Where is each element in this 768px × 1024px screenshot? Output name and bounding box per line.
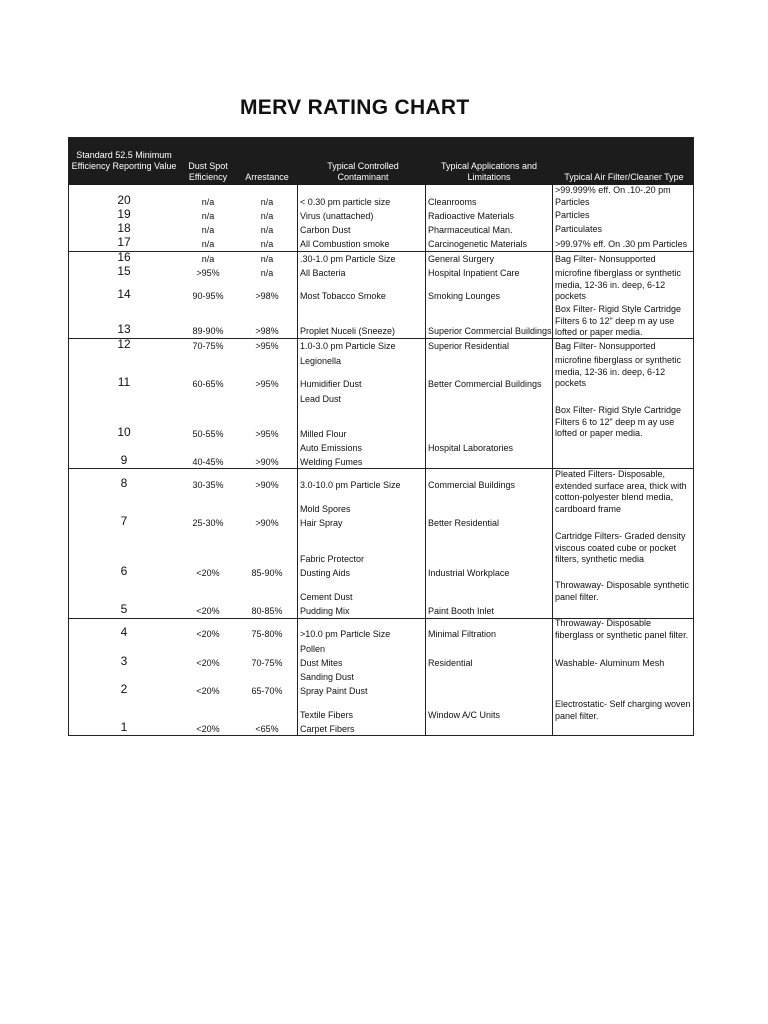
- filter-type: Box Filter- Rigid Style Cartridge Filters 6 to 12" deep m ay use lofted or paper media.: [555, 405, 682, 438]
- contaminant: Pollen: [300, 644, 326, 654]
- contaminant: Carpet Fibers: [300, 724, 355, 734]
- contaminant: Cement Dust: [300, 592, 353, 602]
- application: General Surgery: [428, 254, 495, 264]
- arrestance-value: n/a: [260, 197, 274, 207]
- dust-spot-value: <20%: [196, 686, 220, 696]
- application: Pharmaceutical Man.: [428, 225, 513, 235]
- contaminant: All Bacteria: [300, 268, 346, 278]
- contaminant: All Combustion smoke: [300, 239, 390, 249]
- filter-type: Particles: [555, 210, 590, 220]
- arrestance-value: n/a: [260, 254, 274, 264]
- filter-type: Washable- Aluminum Mesh: [555, 658, 665, 668]
- merv-value: 12: [117, 337, 131, 351]
- merv-value: 4: [120, 625, 128, 639]
- dust-spot-value: 60-65%: [192, 379, 224, 389]
- application: Residential: [428, 658, 473, 668]
- arrestance-value: 70-75%: [251, 658, 283, 668]
- contaminant: Lead Dust: [300, 394, 342, 404]
- arrestance-value: 80-85%: [251, 606, 283, 616]
- merv-value: 9: [120, 453, 128, 467]
- arrestance-value: n/a: [260, 268, 274, 278]
- arrestance-value: >98%: [255, 291, 279, 301]
- merv-value: 6: [120, 564, 128, 578]
- arrestance-value: >98%: [255, 326, 279, 336]
- arrestance-value: >95%: [255, 341, 279, 351]
- filter-type: microfine fiberglass or synthetic media, 12-36 in. deep, 6-12 pockets: [555, 268, 682, 301]
- contaminant: Most Tobacco Smoke: [300, 291, 386, 301]
- filter-type: Throwaway- Disposable fiberglass or synthetic panel filter.: [555, 618, 689, 640]
- dust-spot-value: <20%: [196, 606, 220, 616]
- contaminant: 3.0-10.0 pm Particle Size: [300, 480, 401, 490]
- merv-value: 20: [117, 193, 131, 207]
- contaminant: Textile Fibers: [300, 710, 354, 720]
- merv-value: 14: [117, 287, 131, 301]
- contaminant: Legionella: [300, 356, 342, 366]
- arrestance-value: >90%: [255, 457, 279, 467]
- merv-value: 19: [117, 207, 131, 221]
- header-filter-type: Typical Air Filter/Cleaner Type: [564, 172, 684, 182]
- page-title: MERV RATING CHART: [240, 96, 470, 119]
- contaminant: 1.0-3.0 pm Particle Size: [300, 341, 396, 351]
- dust-spot-value: n/a: [201, 197, 215, 207]
- contaminant: < 0.30 pm particle size: [300, 197, 391, 207]
- application: Carcinogenetic Materials: [428, 239, 528, 249]
- application: Superior Commercial Buildings: [428, 326, 552, 336]
- contaminant: Milled Flour: [300, 429, 347, 439]
- arrestance-value: >95%: [255, 379, 279, 389]
- contaminant: Dust Mites: [300, 658, 343, 668]
- filter-type: Particulates: [555, 224, 603, 234]
- dust-spot-value: 30-35%: [192, 480, 224, 490]
- application: Smoking Lounges: [428, 291, 501, 301]
- filter-type: microfine fiberglass or synthetic media, 12-36 in. deep, 6-12 pockets: [555, 355, 682, 388]
- dust-spot-value: <20%: [196, 629, 220, 639]
- merv-value: 7: [120, 514, 128, 528]
- filter-type: Throwaway- Disposable synthetic panel filter.: [555, 580, 690, 602]
- merv-value: 10: [117, 425, 131, 439]
- contaminant: .30-1.0 pm Particle Size: [300, 254, 396, 264]
- dust-spot-value: >95%: [196, 268, 220, 278]
- application: Commercial Buildings: [428, 480, 516, 490]
- application: Hospital Laboratories: [428, 443, 514, 453]
- application: Hospital Inpatient Care: [428, 268, 520, 278]
- merv-value: 16: [117, 250, 131, 264]
- header-arrestance: Arrestance: [245, 172, 289, 182]
- contaminant: Hair Spray: [300, 518, 343, 528]
- dust-spot-value: 70-75%: [192, 341, 224, 351]
- contaminant: Virus (unattached): [300, 211, 374, 221]
- contaminant: Spray Paint Dust: [300, 686, 368, 696]
- filter-type: Bag Filter- Nonsupported: [555, 341, 656, 351]
- application: Paint Booth Inlet: [428, 606, 495, 616]
- contaminant: Humidifier Dust: [300, 379, 362, 389]
- column-divider: [297, 185, 298, 735]
- arrestance-value: <65%: [255, 724, 279, 734]
- dust-spot-value: 50-55%: [192, 429, 224, 439]
- merv-value: 3: [120, 654, 128, 668]
- arrestance-value: n/a: [260, 211, 274, 221]
- filter-type: >99.97% eff. On .30 pm Particles: [555, 239, 688, 249]
- contaminant: >10.0 pm Particle Size: [300, 629, 391, 639]
- arrestance-value: 65-70%: [251, 686, 283, 696]
- filter-type: Bag Filter- Nonsupported: [555, 254, 656, 264]
- merv-value: 13: [117, 322, 131, 336]
- arrestance-value: 85-90%: [251, 568, 283, 578]
- dust-spot-value: 40-45%: [192, 457, 224, 467]
- application: Minimal Filtration: [428, 629, 497, 639]
- header-applications: Typical Applications and Limitations: [440, 161, 538, 182]
- application: Industrial Workplace: [428, 568, 510, 578]
- dust-spot-value: <20%: [196, 724, 220, 734]
- contaminant: Proplet Nuceli (Sneeze): [300, 326, 396, 336]
- dust-spot-value: <20%: [196, 658, 220, 668]
- dust-spot-value: <20%: [196, 568, 220, 578]
- merv-value: 1: [120, 720, 128, 734]
- header-dust-spot: Dust Spot Efficiency: [188, 161, 228, 182]
- application: Cleanrooms: [428, 197, 477, 207]
- contaminant: Mold Spores: [300, 504, 351, 514]
- application: Better Commercial Buildings: [428, 379, 542, 389]
- contaminant: Welding Fumes: [300, 457, 363, 467]
- arrestance-value: n/a: [260, 225, 274, 235]
- application: Radioactive Materials: [428, 211, 515, 221]
- merv-value: 15: [117, 264, 131, 278]
- dust-spot-value: 90-95%: [192, 291, 224, 301]
- application: Window A/C Units: [428, 710, 501, 720]
- arrestance-value: >95%: [255, 429, 279, 439]
- merv-value: 8: [120, 476, 128, 490]
- merv-value: 17: [117, 235, 131, 249]
- merv-value: 11: [117, 375, 131, 389]
- filter-type: Electrostatic- Self charging woven panel filter.: [555, 699, 691, 721]
- filter-type: >99.999% eff. On .10-.20 pm Particles: [555, 185, 671, 207]
- merv-value: 18: [117, 221, 131, 235]
- merv-value: 2: [120, 682, 128, 696]
- column-divider: [552, 185, 553, 735]
- header-contaminant: Typical Controlled Contaminant: [327, 161, 399, 182]
- contaminant: Fabric Protector: [300, 554, 365, 564]
- contaminant: Sanding Dust: [300, 672, 355, 682]
- column-divider: [425, 185, 426, 735]
- dust-spot-value: 89-90%: [192, 326, 224, 336]
- arrestance-value: >90%: [255, 518, 279, 528]
- filter-type: Cartridge Filters- Graded density viscous coated cube or pocket filters, synthetic media: [555, 531, 686, 564]
- dust-spot-value: n/a: [201, 225, 215, 235]
- arrestance-value: 75-80%: [251, 629, 283, 639]
- contaminant: Dusting Aids: [300, 568, 351, 578]
- dust-spot-value: n/a: [201, 211, 215, 221]
- dust-spot-value: 25-30%: [192, 518, 224, 528]
- header-merv: Standard 52.5 Minimum Efficiency Reporting Value: [71, 150, 177, 171]
- arrestance-value: n/a: [260, 239, 274, 249]
- arrestance-value: >90%: [255, 480, 279, 490]
- merv-value: 5: [120, 602, 128, 616]
- dust-spot-value: n/a: [201, 254, 215, 264]
- merv-table: [68, 137, 694, 736]
- filter-type: Box Filter- Rigid Style Cartridge Filters 6 to 12" deep m ay use lofted or paper media.: [555, 304, 682, 337]
- dust-spot-value: n/a: [201, 239, 215, 249]
- application: Better Residential: [428, 518, 500, 528]
- contaminant: Auto Emissions: [300, 443, 363, 453]
- application: Superior Residential: [428, 341, 510, 351]
- contaminant: Pudding Mix: [300, 606, 350, 616]
- contaminant: Carbon Dust: [300, 225, 351, 235]
- filter-type: Pleated Filters- Disposable, extended surface area, thick with cotton-polyester blend media, cardboard frame: [555, 469, 687, 514]
